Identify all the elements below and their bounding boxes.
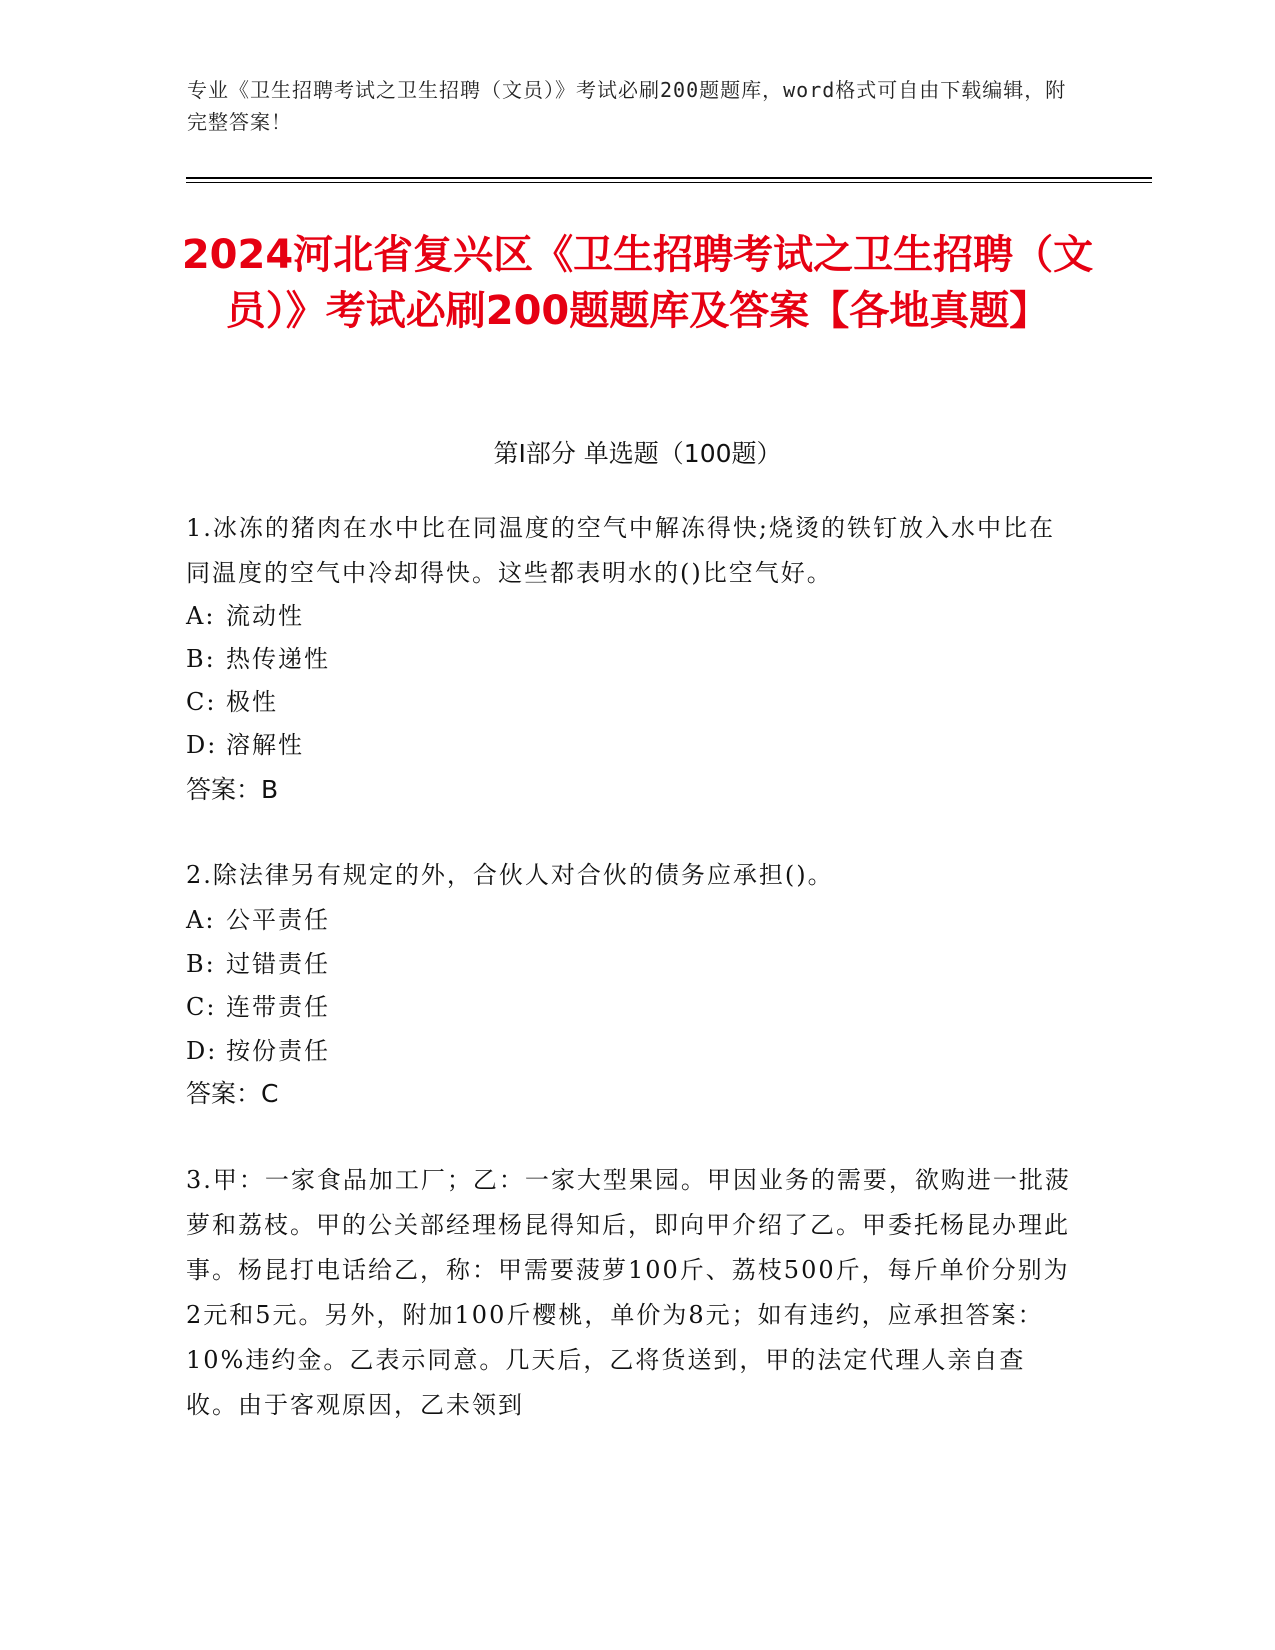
section-heading: 第I部分 单选题（100题） [493, 439, 782, 468]
option-text: 按份责任 [226, 1037, 330, 1065]
header-note: 专业《卫生招聘考试之卫生招聘（文员）》考试必刷200题题库，word格式可自由下载编辑，附完整答案！ [187, 78, 1067, 134]
option-text: 连带责任 [226, 993, 330, 1021]
option-text: 热传递性 [226, 645, 330, 673]
option-letter: C: [186, 993, 217, 1021]
question-1-stem: 1.冰冻的猪肉在水中比在同温度的空气中解冻得快;烧烫的铁钉放入水中比在同温度的空气中冷却得快。这些都表明水的()比空气好。 [186, 514, 1055, 587]
question-2-option-b [186, 948, 330, 980]
question-2-answer: 答案：C [186, 1079, 279, 1108]
document-title: 2024河北省复兴区《卫生招聘考试之卫生招聘（文员）》考试必刷200题题库及答案【各地真题】 [181, 232, 1094, 334]
option-letter: D: [186, 731, 218, 759]
question-2-option-a [186, 904, 330, 936]
option-letter: A: [186, 602, 216, 630]
option-text: 溶解性 [226, 731, 304, 759]
option-text: 极性 [226, 688, 278, 716]
header-rule-thick [186, 177, 1152, 179]
question-1-option-d [186, 729, 304, 761]
question-1-option-b [186, 643, 330, 675]
question-2-option-d [186, 1035, 330, 1067]
header-rule-thin [186, 182, 1152, 183]
question-1-option-a [186, 600, 304, 632]
question-1-answer: 答案：B [186, 775, 279, 804]
option-text: 公平责任 [226, 906, 330, 934]
question-2-option-c [186, 991, 330, 1023]
option-letter: B: [186, 950, 216, 978]
option-text: 流动性 [226, 602, 304, 630]
option-text: 过错责任 [226, 950, 330, 978]
option-letter: C: [186, 688, 217, 716]
question-3-stem: 3.甲：一家食品加工厂；乙：一家大型果园。甲因业务的需要，欲购进一批菠萝和荔枝。甲的公关部经理杨昆得知后，即向甲介绍了乙。甲委托杨昆办理此事。杨昆打电话给乙，称：甲需要菠萝100斤、荔枝500斤，每斤单价分别为2元和5元。另外，附加100斤樱桃，单价为8元；如有违约，应承担答案：10%违约金。乙表示同意。几天后，乙将货送到，甲的法定代理人亲自查收。由于客观原因，乙未领到 [186, 1166, 1071, 1419]
option-letter: B: [186, 645, 216, 673]
question-1-option-c [186, 686, 278, 718]
option-letter: D: [186, 1037, 218, 1065]
question-2-stem: 2.除法律另有规定的外，合伙人对合伙的债务应承担()。 [186, 861, 834, 889]
option-letter: A: [186, 906, 216, 934]
